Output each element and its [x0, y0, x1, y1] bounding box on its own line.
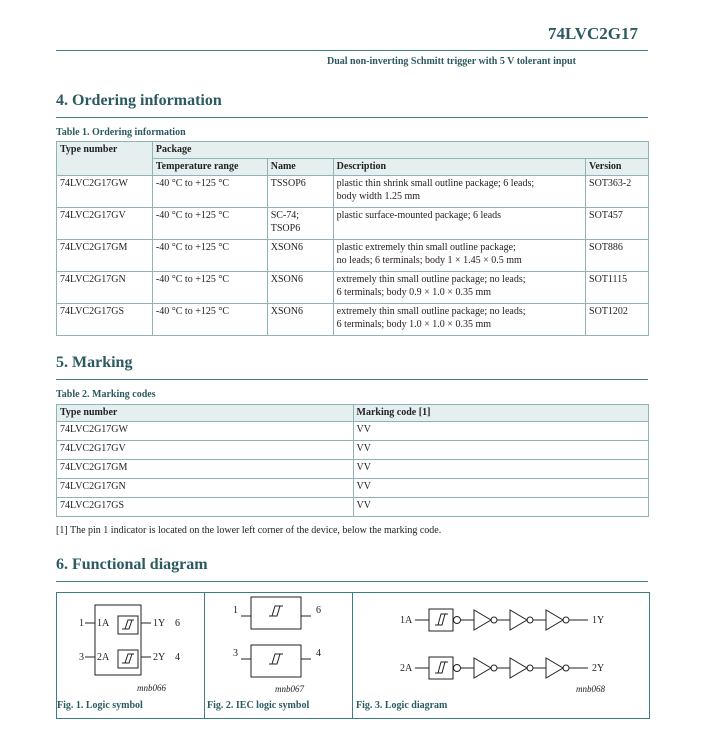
col-name: Name	[267, 159, 333, 176]
buffer-icon	[546, 658, 563, 678]
cell-code: VV	[353, 498, 648, 517]
svg-text:2A: 2A	[400, 663, 413, 674]
cell-code: VV	[353, 441, 648, 460]
cell-name: XSON6	[267, 272, 333, 304]
buffer-icon	[474, 610, 491, 630]
cell-type: 74LVC2G17GS	[57, 304, 153, 336]
cell-version: SOT886	[586, 240, 649, 272]
svg-text:1Y: 1Y	[592, 615, 605, 626]
svg-text:2A: 2A	[97, 652, 110, 663]
table-row	[57, 498, 649, 517]
cell-description: extremely thin small outline package; no leads; 6 terminals; body 0.9 × 1.0 × 0.35 mm	[333, 272, 585, 304]
schmitt-trigger-icon	[118, 650, 138, 668]
cell-description: extremely thin small outline package; no leads; 6 terminals; body 1.0 × 1.0 × 0.35 mm	[333, 304, 585, 336]
cell-type: 74LVC2G17GM	[57, 460, 354, 479]
section-6-rule	[56, 581, 648, 582]
table-row	[57, 479, 649, 498]
cell-version: SOT363-2	[586, 176, 649, 208]
table-row	[57, 240, 649, 272]
svg-text:3: 3	[79, 652, 84, 663]
cell-version: SOT457	[586, 208, 649, 240]
table-row	[57, 304, 649, 336]
cell-code: VV	[353, 479, 648, 498]
schmitt-block	[251, 597, 301, 629]
cell-type: 74LVC2G17GM	[57, 240, 153, 272]
cell-type: 74LVC2G17GW	[57, 422, 354, 441]
cell-name: XSON6	[267, 304, 333, 336]
svg-text:1A: 1A	[97, 618, 110, 629]
part-number: 74LVC2G17	[547, 24, 638, 43]
svg-text:1: 1	[233, 605, 238, 616]
cell-name: SC-74; TSOP6	[267, 208, 333, 240]
col-temp-range: Temperature range	[152, 159, 267, 176]
buffer-icon	[546, 610, 563, 630]
buffer-icon	[510, 658, 527, 678]
fig1-caption: Fig. 1. Logic symbol	[57, 700, 143, 711]
marking-table	[56, 404, 649, 517]
col-description: Description	[333, 159, 585, 176]
col-version: Version	[586, 159, 649, 176]
svg-text:2Y: 2Y	[153, 652, 166, 663]
fig3-logic-diagram	[353, 593, 648, 701]
document-subtitle: Dual non-inverting Schmitt trigger with 5 V tolerant input	[327, 56, 576, 67]
svg-text:mnb067: mnb067	[275, 684, 304, 694]
fig3-caption: Fig. 3. Logic diagram	[356, 700, 448, 711]
svg-text:1A: 1A	[400, 615, 413, 626]
svg-text:mnb066: mnb066	[137, 683, 166, 693]
ordering-table	[56, 141, 649, 336]
fig1-logic-symbol	[57, 593, 204, 701]
svg-text:4: 4	[316, 648, 321, 659]
section-ordering-title: 4. Ordering information	[56, 92, 222, 109]
cell-temp: -40 °C to +125 °C	[152, 208, 267, 240]
svg-text:4: 4	[175, 652, 180, 663]
cell-description: plastic thin shrink small outline package; 6 leads; body width 1.25 mm	[333, 176, 585, 208]
section-marking-title: 5. Marking	[56, 354, 133, 371]
cell-name: TSSOP6	[267, 176, 333, 208]
table-row	[57, 208, 649, 240]
cell-version: SOT1115	[586, 272, 649, 304]
table-row	[57, 460, 649, 479]
section-4-rule	[56, 117, 648, 118]
col-type-number: Type number	[57, 405, 354, 422]
col-package: Package	[152, 142, 648, 159]
table-row	[57, 422, 649, 441]
buffer-icon	[474, 658, 491, 678]
marking-table-caption: Table 2. Marking codes	[56, 389, 156, 400]
cell-type: 74LVC2G17GV	[57, 208, 153, 240]
ordering-table-caption: Table 1. Ordering information	[56, 127, 186, 138]
fig2-caption: Fig. 2. IEC logic symbol	[207, 700, 310, 711]
cell-type: 74LVC2G17GW	[57, 176, 153, 208]
schmitt-block	[251, 645, 301, 677]
cell-temp: -40 °C to +125 °C	[152, 272, 267, 304]
section-5-rule	[56, 379, 648, 380]
table-row	[57, 441, 649, 460]
section-functional-title: 6. Functional diagram	[56, 556, 208, 573]
svg-text:3: 3	[233, 648, 238, 659]
cell-code: VV	[353, 460, 648, 479]
svg-text:6: 6	[175, 618, 180, 629]
schmitt-trigger-icon	[269, 606, 283, 616]
col-marking-code: Marking code [1]	[353, 405, 648, 422]
schmitt-trigger-icon	[429, 609, 453, 631]
schmitt-trigger-icon	[269, 654, 283, 664]
schmitt-trigger-icon	[429, 657, 453, 679]
col-type-number: Type number	[57, 142, 153, 176]
buffer-icon	[510, 610, 527, 630]
table-row	[57, 176, 649, 208]
cell-description: plastic surface-mounted package; 6 leads	[333, 208, 585, 240]
marking-footnote: [1] The pin 1 indicator is located on the lower left corner of the device, below the marking code.	[56, 525, 442, 536]
schmitt-trigger-icon	[118, 616, 138, 634]
header-rule	[56, 50, 648, 51]
svg-text:6: 6	[316, 605, 321, 616]
svg-text:1Y: 1Y	[153, 618, 166, 629]
svg-text:2Y: 2Y	[592, 663, 605, 674]
svg-text:1: 1	[79, 618, 84, 629]
cell-type: 74LVC2G17GN	[57, 272, 153, 304]
cell-temp: -40 °C to +125 °C	[152, 240, 267, 272]
cell-type: 74LVC2G17GV	[57, 441, 354, 460]
cell-version: SOT1202	[586, 304, 649, 336]
cell-description: plastic extremely thin small outline package; no leads; 6 terminals; body 1 × 1.45 × 0.5 mm	[333, 240, 585, 272]
cell-temp: -40 °C to +125 °C	[152, 176, 267, 208]
cell-type: 74LVC2G17GN	[57, 479, 354, 498]
svg-text:mnb068: mnb068	[576, 684, 605, 694]
cell-temp: -40 °C to +125 °C	[152, 304, 267, 336]
table-row	[57, 272, 649, 304]
cell-type: 74LVC2G17GS	[57, 498, 354, 517]
fig2-iec-symbol	[205, 593, 352, 701]
cell-name: XSON6	[267, 240, 333, 272]
cell-code: VV	[353, 422, 648, 441]
